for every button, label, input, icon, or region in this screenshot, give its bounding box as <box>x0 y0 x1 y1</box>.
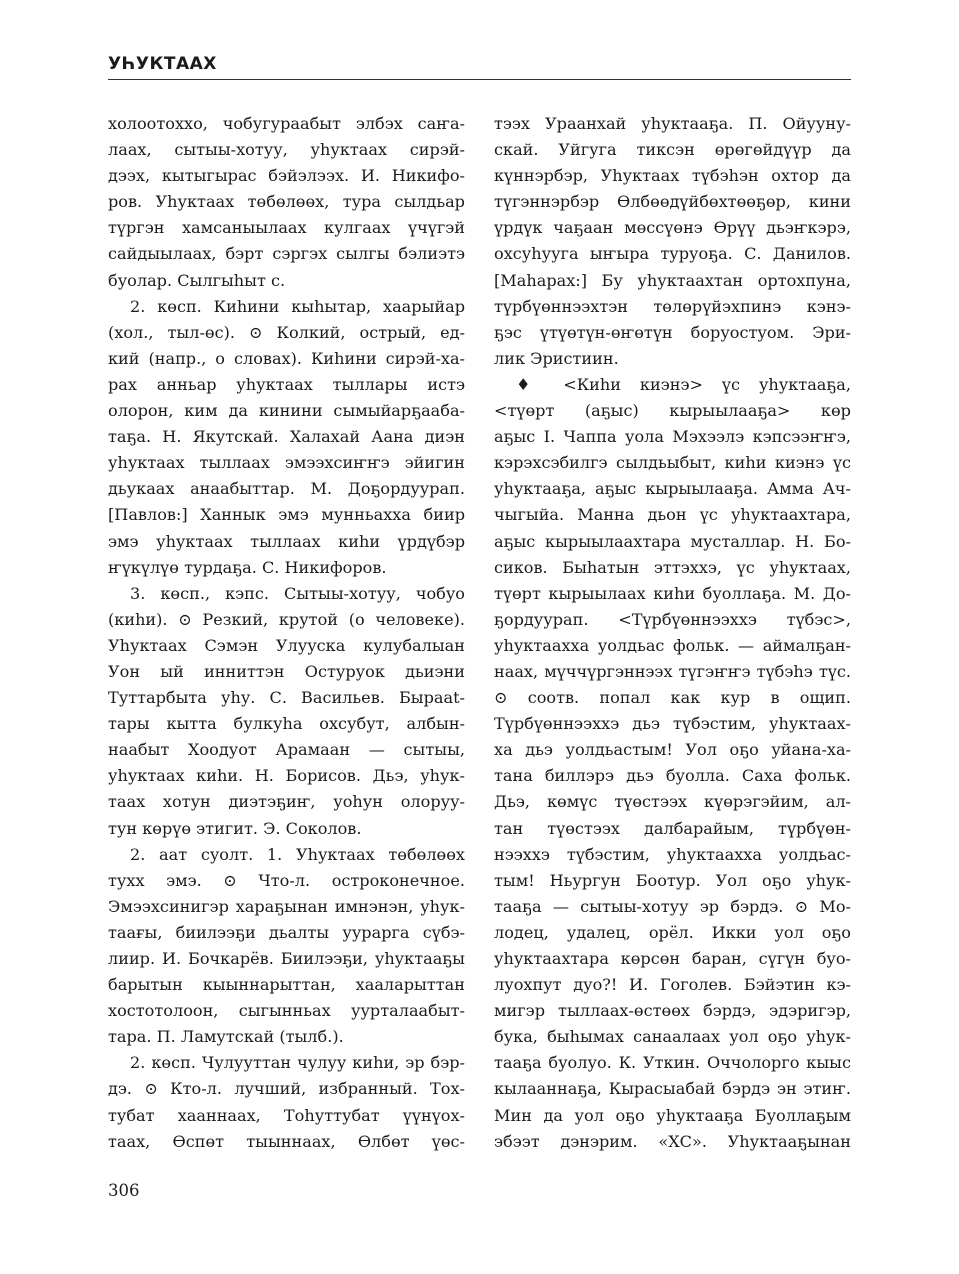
text-line: уһуктаах тыллаах эмээхсиҥҥэ эйигин <box>108 453 465 473</box>
text-line: кий (напр., о словах). Киһини сирэй-ха- <box>108 348 465 368</box>
text-line: уһуктаахха уолдьас фольк. — аймалҕан- <box>494 635 851 655</box>
text-line: уһуктааҕа, аҕыс кырыылааҕа. Амма Ач- <box>494 479 851 499</box>
text-line: тан түөстээх далбарайым, түрбүөн- <box>494 818 851 838</box>
text-line: хостотолоон, сыгынньах уурталаабыт- <box>108 1001 465 1021</box>
text-line: тым! Ньургун Боотур. Уол оҕо уһук- <box>494 870 851 890</box>
text-line: холоотоххо, чобугураабыт элбэх саҥа- <box>108 114 465 133</box>
text-line: мигэр тыллаах-өстөөх бэрдэ, эдэригэр, <box>494 1001 851 1021</box>
text-line: [Маһарах:] Бу уһуктаахтан ортохпуна, <box>494 270 851 290</box>
text-line: тааҕа буолуо. К. Уткин. Оччолорго кыыс <box>494 1053 851 1073</box>
text-line: түөрт кырыылаах киһи буоллаҕа. М. До- <box>494 583 851 603</box>
text-line: аҕыс I. Чаппа уола Мэхээлэ кэпсээҥҥэ, <box>494 427 851 447</box>
text-line: Түрбүөннээххэ дьэ түбэстим, уһуктаах- <box>494 714 851 734</box>
text-line: ха дьэ уолдьастым! Уол оҕо уйана-ха- <box>494 740 851 760</box>
text-line: лик Эристиин. <box>494 348 619 368</box>
text-line: олорон, ким да кинини сымыйарҕааба- <box>108 401 465 421</box>
text-line: ҥүкүлүө турдаҕа. С. Никифоров. <box>108 557 387 577</box>
text-line: [Павлов:] Ханнык эмэ мунньахха биир <box>108 505 465 525</box>
text-line: (киһи). ⊙ Резкий, крутой (о человеке). <box>108 609 465 629</box>
text-line: тара. П. Ламутскай (тылб.). <box>108 1027 344 1047</box>
text-line: күннэрбэр, Уһуктаах түбэһэн охтор да <box>494 166 851 186</box>
text-line: 3. көсп., кэпс. Сытыы-хотуу, чобуо <box>130 583 465 603</box>
text-line: буолар. Сылгыһыт с. <box>108 270 286 290</box>
text-line: Мин да уол оҕо уһуктааҕа Буоллаҕым <box>494 1105 851 1125</box>
text-line: наах, мүччүргэннээх түгэҥҥэ түбэһэ түс. <box>494 661 851 681</box>
page-number: 306 <box>108 1181 140 1200</box>
text-line: таҕа. Н. Якутскай. Халахай Аана диэн <box>108 427 465 447</box>
text-line: ҕордуурап. <Түрбүөннээххэ түбэс>, <box>494 609 851 629</box>
text-line: Туттарбыта уһу. С. Васильев. Бырааt- <box>108 688 465 708</box>
text-line: таах хотун диэтэҕиҥ, уоһун олоруу- <box>108 792 465 812</box>
text-line: тары кытта булкуһа охсубут, албын- <box>108 714 465 734</box>
text-line: тээх Ураанхай уһуктааҕа. П. Ойууну- <box>494 114 851 133</box>
text-line: луохпут дуо?! И. Гоголев. Бэйэтин кэ- <box>494 975 851 995</box>
text-line: нээххэ түбэстим, уһуктаахха уолдьас- <box>494 844 851 864</box>
running-header <box>108 52 851 80</box>
text-line: охсуһууга ыҥыра туруоҕа. С. Данилов. <box>494 244 851 264</box>
text-line: тааҕа — сытыы-хотуу эр бэрдэ. ⊙ Мо- <box>494 896 851 916</box>
text-line: <түөрт (аҕыс) кырыылааҕа> көр <box>494 401 851 421</box>
text-line: түргэн хамсаныылаах кулгаах үчүгэй <box>108 218 465 238</box>
text-line: наабыт Хоодуот Арамаан — сытыы, <box>108 740 465 760</box>
left-column <box>108 111 465 1155</box>
text-line: Дьэ, көмүс түөстээх күөрэгэйим, ал- <box>494 792 851 812</box>
text-line: лодец, удалец, орёл. Икки уол оҕо <box>494 922 851 942</box>
text-line: эмэ уһуктаах тыллаах киһи үрдүбэр <box>108 531 465 551</box>
text-line: уһуктаахтара көрсөн баран, сүгүн буо- <box>494 949 851 968</box>
text-line: 2. көсп. Киһини кыһытар, хаарыйар <box>130 296 465 316</box>
text-line: аҕыс кырыылаахтара мусталлар. Н. Бо- <box>494 531 851 551</box>
text-line: ♦ <Киһи киэнэ> үс уһуктааҕа, <box>516 374 851 394</box>
text-line: рах анньар уһуктаах тыллары истэ <box>108 374 465 394</box>
text-line: эбээт дэнэрим. «ХС». Уһуктааҕынан <box>494 1131 851 1151</box>
text-line: ров. Уһуктаах төбөлөөх, тура сылдьар <box>108 192 465 212</box>
text-line: түгэннэрбэр Өлбөөдүйбөхтөөҕөр, кини <box>494 192 851 212</box>
text-line: кылааннаҕа, Кырасыабай бэрдэ эн этиҥ. <box>494 1079 851 1099</box>
text-line: скай. Уйгуга тиксэн өрөгөйдүүр да <box>494 140 851 160</box>
text-line: Уһуктаах Сэмэн Улууска кулубалыан <box>108 635 465 655</box>
text-line: ⊙ соотв. попал как кур в ощип. <box>494 688 851 708</box>
text-line: тубат хааннаах, Тоһуттубат үүнүох- <box>108 1105 465 1125</box>
text-line: таах, Өспөт тыыннаах, Өлбөт үөс- <box>108 1131 465 1151</box>
text-line: Уон ый инниттэн Остуруок дьиэни <box>108 661 465 681</box>
text-line: тана биллэрэ дьэ буолла. Саха фольк. <box>494 766 851 786</box>
text-line: чыгыйа. Манна дьон үс уһуктаахтара, <box>494 505 851 525</box>
text-line: үрдүк чаҕаан мөссүөнэ Өрүү дьэҥкэрэ, <box>494 218 851 238</box>
text-line: тун көрүө этигит. Э. Соколов. <box>108 818 362 838</box>
text-line: сайдыылаах, бэрт сэргэх сылгы бэлиэтэ <box>108 244 465 264</box>
text-line: дээх, кытыгырас бэйэлээх. И. Никифо- <box>108 166 465 186</box>
text-line: дьукаах анаабыттар. М. Доҕордуурап. <box>108 479 465 499</box>
text-line: 2. аат суолт. 1. Уһуктаах төбөлөөх <box>130 844 465 864</box>
text-line: барытын кыыннарыттан, хааларыттан <box>108 975 465 995</box>
text-line: бука, быһымах санаалаах уол оҕо уһук- <box>494 1027 851 1047</box>
text-line: Эмээхсинигэр хараҕынан имнэнэн, уһук- <box>108 896 465 916</box>
text-line: лаах, сытыы-хотуу, уһуктаах сирэй- <box>108 140 465 160</box>
text-line: сиков. Быһатын эттэххэ, үс уһуктаах, <box>494 557 851 577</box>
text-line: түрбүөннээхтэн төлөрүйэхпинэ кэнэ- <box>494 296 851 316</box>
text-line: 2. көсп. Чулууттан чулуу киһи, эр бэр- <box>130 1053 465 1073</box>
text-line: уһуктаах киһи. Н. Борисов. Дьэ, уһук- <box>108 766 465 786</box>
text-line: таағы, биилээҕи дьалты уурарга сүбэ- <box>108 922 465 942</box>
text-line: ҕэс үтүөтүн-өҥөтүн боруостуом. Эри- <box>494 322 851 342</box>
text-line: дэ. ⊙ Кто-л. лучший, избранный. Тох- <box>108 1079 465 1099</box>
text-line: кэрэхсэбилгэ сылдьыбыт, киһи киэнэ үс <box>494 453 851 473</box>
header-title: УҺУКТААХ <box>108 54 217 74</box>
text-line: лиир. И. Бочкарёв. Биилээҕи, уһуктааҕы <box>108 949 465 968</box>
text-line: тухх эмэ. ⊙ Что-л. остроконечное. <box>108 870 465 890</box>
text-line: (хол., тыл-өс). ⊙ Колкий, острый, ед- <box>108 322 465 342</box>
right-column <box>494 111 851 1155</box>
